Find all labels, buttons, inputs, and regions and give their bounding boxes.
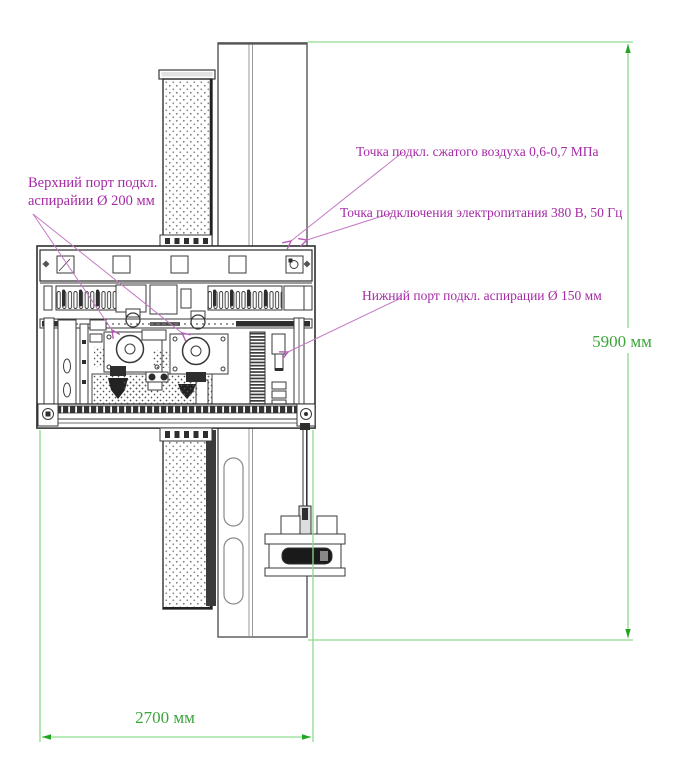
column-slot-upper	[224, 458, 243, 526]
power-connection-label: Точка подключения электропитания 380 В, 50 Гц	[340, 205, 623, 220]
upper-port-label-line2: аспирайии Ø 200 мм	[28, 193, 155, 209]
upper-port-label-line1: Верхний порт подкл.	[28, 175, 158, 191]
lower-port-label: Нижний порт подкл. аспирации Ø 150 мм	[362, 288, 602, 303]
machine-top-view	[37, 235, 315, 441]
column-slot-lower	[224, 538, 243, 604]
air-connection-label: Точка подкл. сжатого воздуха 0,6-0,7 МПа	[356, 144, 599, 159]
height-dimension-line	[308, 42, 666, 640]
height-dimension-label: 5900 мм	[592, 332, 652, 351]
width-dimension-label: 2700 мм	[135, 708, 195, 727]
